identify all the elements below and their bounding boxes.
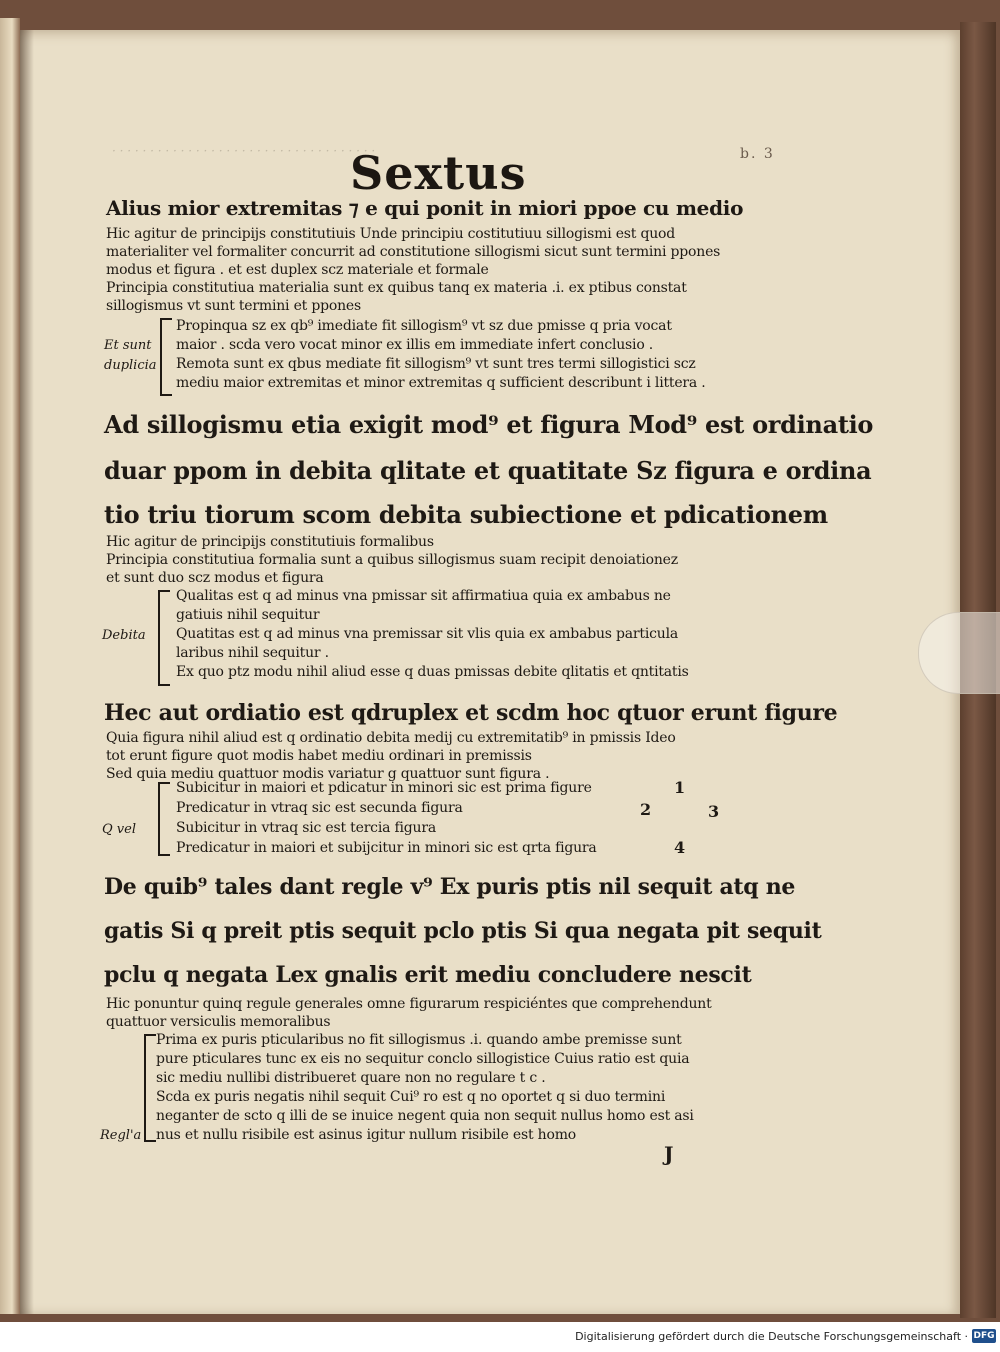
text-line-large: duar ppom in debita qlitate et quatitate Sz figura e ordina — [104, 456, 872, 485]
text-line: Predicatur in vtraq sic est secunda figura — [176, 800, 463, 816]
signature-mark: J — [664, 1142, 674, 1166]
figure-number: 3 — [708, 802, 720, 821]
text-line: Principia constitutiua materialia sunt ex quibus tanq ex materia .i. ex ptibus constat — [106, 280, 687, 296]
text-line: Prima ex puris pticularibus no fit sillogismus .i. quando ambe premisse sunt — [156, 1032, 682, 1048]
text-line: Quatitas est q ad minus vna premissar sit vlis quia ex ambabus particula — [176, 626, 679, 642]
text-line: Hic ponuntur quinq regule generales omne figurarum respiciéntes que comprehendunt — [106, 996, 712, 1012]
text-line: mediu maior extremitas et minor extremitas q sufficient describunt i littera . — [176, 375, 706, 391]
margin-note: Q vel — [102, 822, 136, 837]
text-line: tot erunt figure quot modis habet mediu ordinari in premissis — [106, 748, 532, 764]
text-line: Subicitur in vtraq sic est tercia figura — [176, 820, 436, 836]
folio-mark: b. 3 — [740, 146, 775, 162]
margin-note: duplicia — [104, 358, 157, 373]
text-line: Quia figura nihil aliud est q ordinatio debita medij cu extremitatib⁹ in pmissis Ideo — [106, 730, 676, 746]
text-line-large: Hec aut ordiatio est qdruplex et scdm hoc qtuor erunt figure — [104, 700, 838, 726]
previous-page-edge — [0, 18, 20, 1314]
text-line: Alius mior extremitas ⁊ e qui ponit in miori ppoe cu medio — [106, 196, 744, 220]
text-line: sillogismus vt sunt termini et ppones — [106, 298, 361, 314]
figure-number: 2 — [640, 800, 652, 819]
text-line: Sed quia mediu quattuor modis variatur g quattuor sunt figura . — [106, 766, 550, 782]
text-line: maior . scda vero vocat minor ex illis em immediate infert conclusio . — [176, 337, 654, 353]
text-line-large: tio triu tiorum scom debita subiectione et pdicationem — [104, 500, 828, 529]
text-line: Scda ex puris negatis nihil sequit Cui⁹ ro est q no oportet q si duo termini — [156, 1089, 666, 1105]
text-line: Subicitur in maiori et pdicatur in minori sic est prima figure — [176, 780, 592, 796]
text-line: et sunt duo scz modus et figura — [106, 570, 324, 586]
figure-number: 4 — [674, 838, 686, 857]
brace-bracket — [144, 1034, 146, 1142]
margin-note: Et sunt — [104, 338, 152, 353]
text-line-large: pclu q negata Lex gnalis erit mediu concludere nescit — [104, 962, 752, 988]
text-line: neganter de scto q illi de se inuice negent quia non sequit nullus homo est asi — [156, 1108, 694, 1124]
brace-bracket — [160, 318, 162, 396]
text-line: modus et figura . et est duplex scz materiale et formale — [106, 262, 489, 278]
text-line: Ex quo ptz modu nihil aliud esse q duas pmissas debite qlitatis et qntitatis — [176, 664, 689, 680]
text-line: Propinqua sz ex qb⁹ imediate fit sillogism⁹ vt sz due pmisse q pria vocat — [176, 318, 672, 334]
text-line: sic mediu nullibi distribueret quare non no regulare t c . — [156, 1070, 546, 1086]
brace-bracket — [158, 590, 160, 686]
text-line: gatiuis nihil sequitur — [176, 607, 320, 623]
brace-bracket — [158, 782, 160, 856]
margin-note: Debita — [102, 628, 146, 643]
margin-note: Regl'a — [100, 1128, 142, 1143]
text-line: Hic agitur de principijs constitutiuis Unde principiu costitutiuu sillogismi est quod — [106, 226, 676, 242]
page-clip — [918, 612, 1000, 694]
text-line: Predicatur in maiori et subijcitur in minori sic est qrta figura — [176, 840, 597, 856]
text-line: Principia constitutiua formalia sunt a quibus sillogismus suam recipit denoiationez — [106, 552, 678, 568]
text-line-large: gatis Si q preit ptis sequit pclo ptis Si qua negata pit sequit — [104, 918, 822, 944]
text-line: laribus nihil sequitur . — [176, 645, 329, 661]
dfg-logo: DFG — [973, 1331, 995, 1341]
text-line: pure pticulares tunc ex eis no sequitur conclo sillogistice Cuius ratio est quia — [156, 1051, 690, 1067]
text-line: materialiter vel formaliter concurrit ad constitutione sillogismi sicut sunt termini ppones — [106, 244, 721, 260]
page-heading: Sextus — [350, 146, 527, 200]
show-through-text: · · · · · · · · · · · · · · · · · · · · · · · · · · · · · · · · · · · — [112, 144, 376, 158]
text-line-large: Ad sillogismu etia exigit mod⁹ et figura Mod⁹ est ordinatio — [104, 410, 874, 439]
dfg-credit: Digitalisierung gefördert durch die Deutsche Forschungsgemeinschaft · — [575, 1330, 968, 1343]
text-line: Qualitas est q ad minus vna pmissar sit affirmatiua quia ex ambabus ne — [176, 588, 671, 604]
text-line: nus et nullu risibile est asinus igitur nullum risibile est homo — [156, 1127, 577, 1143]
text-line: Hic agitur de principijs constitutiuis formalibus — [106, 534, 434, 550]
text-line: quattuor versiculis memoralibus — [106, 1014, 331, 1030]
text-line-large: De quib⁹ tales dant regle v⁹ Ex puris ptis nil sequit atq ne — [104, 874, 796, 900]
spine-shadow — [20, 30, 34, 1314]
text-line: Remota sunt ex qbus mediate fit sillogism⁹ vt sunt tres termi sillogistici scz — [176, 356, 696, 372]
figure-number: 1 — [674, 778, 686, 797]
